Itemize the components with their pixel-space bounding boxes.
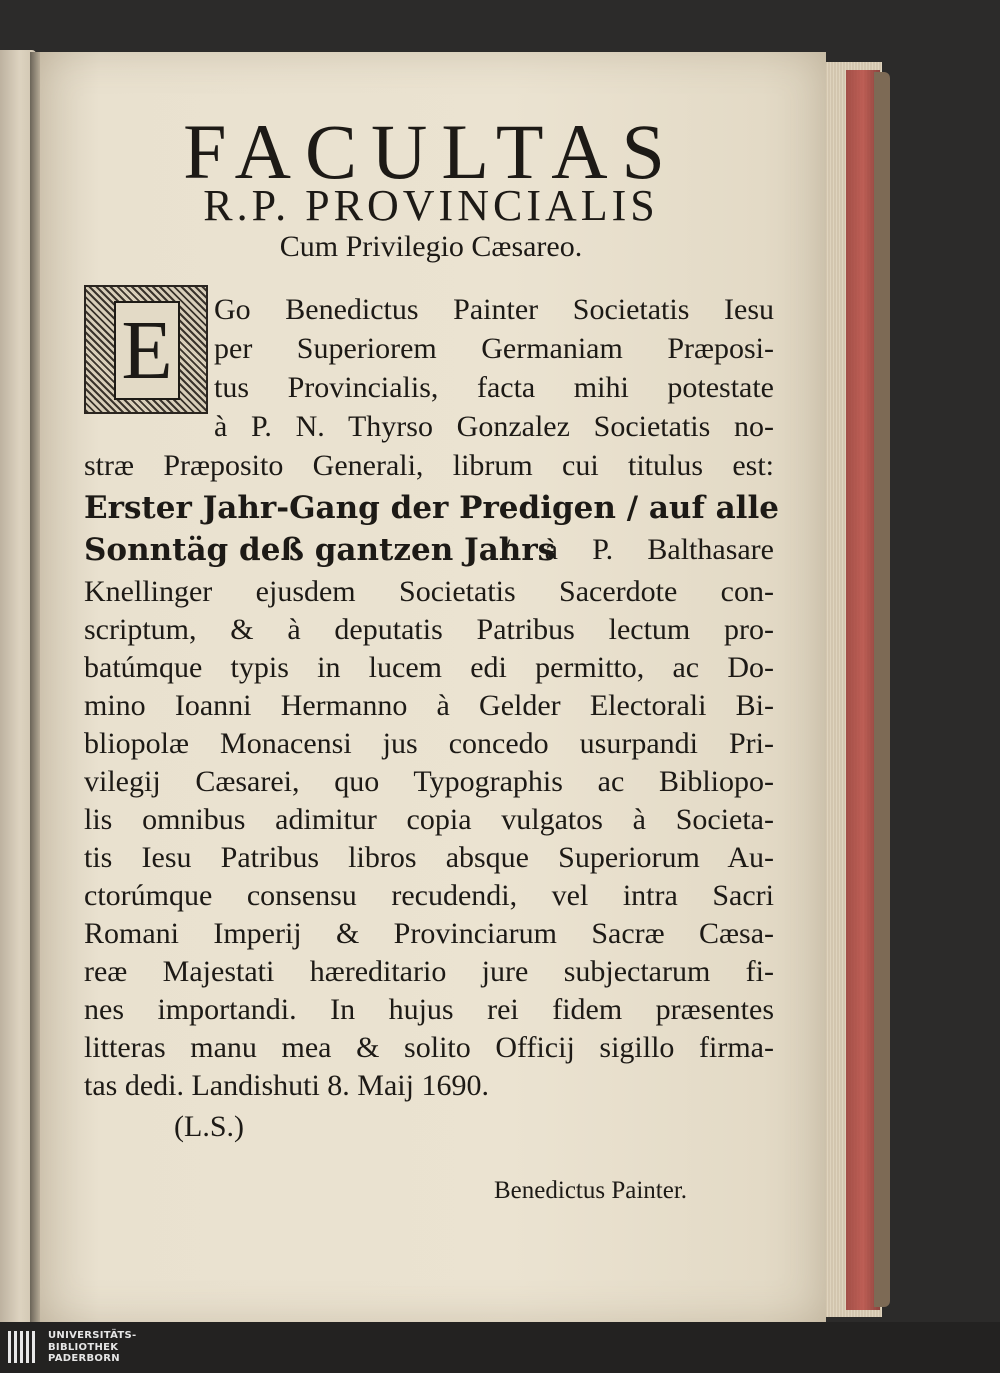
body-line: ctorúmque consensu recudendi, vel intra Sacri	[84, 879, 774, 912]
ornamental-initial	[84, 285, 208, 414]
book-cover-edge	[874, 72, 890, 1307]
body-line: tus Provincialis, facta mihi potestate	[214, 371, 774, 404]
body-line: à P. N. Thyrso Gonzalez Societatis no-	[214, 410, 774, 443]
library-name-line: PADERBORN	[48, 1353, 120, 1364]
library-name-line: UNIVERSITÄTS-	[48, 1330, 137, 1341]
library-footer	[0, 1322, 1000, 1373]
page-text	[36, 52, 826, 1322]
body-line: reæ Majestati hæreditario jure subjectarum fi-	[84, 955, 774, 988]
initial-letter: E	[114, 301, 180, 400]
signature: Benedictus Painter.	[494, 1177, 688, 1204]
library-name-line: BIBLIOTHEK	[48, 1341, 119, 1353]
body-line: / à P. Balthasare	[502, 533, 774, 566]
seal-mark: (L.S.)	[174, 1110, 244, 1143]
body-line: vilegij Cæsarei, quo Typographis ac Bibliopo-	[84, 765, 774, 798]
body-line: Romani Imperij & Provinciarum Sacræ Cæsa-	[84, 917, 774, 950]
body-line: bliopolæ Monacensi jus concedo usurpandi Pri-	[84, 727, 774, 760]
page-subtitle: R.P. PROVINCIALIS	[203, 181, 659, 230]
book-title-line: Sonntäg deß gantzen Jahrs	[84, 532, 556, 568]
library-name	[48, 1330, 137, 1365]
body-line: scriptum, & à deputatis Patribus lectum pro-	[84, 613, 774, 646]
book-title-line: Erster Jahr-Gang der Predigen / auf alle	[84, 490, 779, 526]
body-line: litteras manu mea & solito Officij sigillo firma-	[84, 1031, 774, 1064]
body-line: lis omnibus adimitur copia vulgatos à Societa-	[84, 803, 774, 836]
body-line: stræ Præposito Generali, librum cui titulus est:	[84, 449, 774, 482]
page-title: FACULTAS	[183, 108, 679, 195]
library-logo-icon	[8, 1331, 40, 1363]
body-line: mino Ioanni Hermanno à Gelder Electorali Bi-	[84, 689, 774, 722]
date-line: tas dedi. Landishuti 8. Maij 1690.	[84, 1069, 489, 1102]
privilege-line: Cum Privilegio Cæsareo.	[279, 230, 583, 263]
body-line: Knellinger ejusdem Societatis Sacerdote con-	[84, 575, 774, 608]
body-line: per Superiorem Germaniam Præposi-	[214, 332, 774, 365]
body-line: batúmque typis in lucem edi permitto, ac Do-	[84, 651, 774, 684]
body-line: Go Benedictus Painter Societatis Iesu	[214, 293, 774, 326]
book-page	[36, 52, 826, 1322]
body-line: tis Iesu Patribus libros absque Superiorum Au-	[84, 841, 774, 874]
body-line: nes importandi. In hujus rei fidem præsentes	[84, 993, 774, 1026]
